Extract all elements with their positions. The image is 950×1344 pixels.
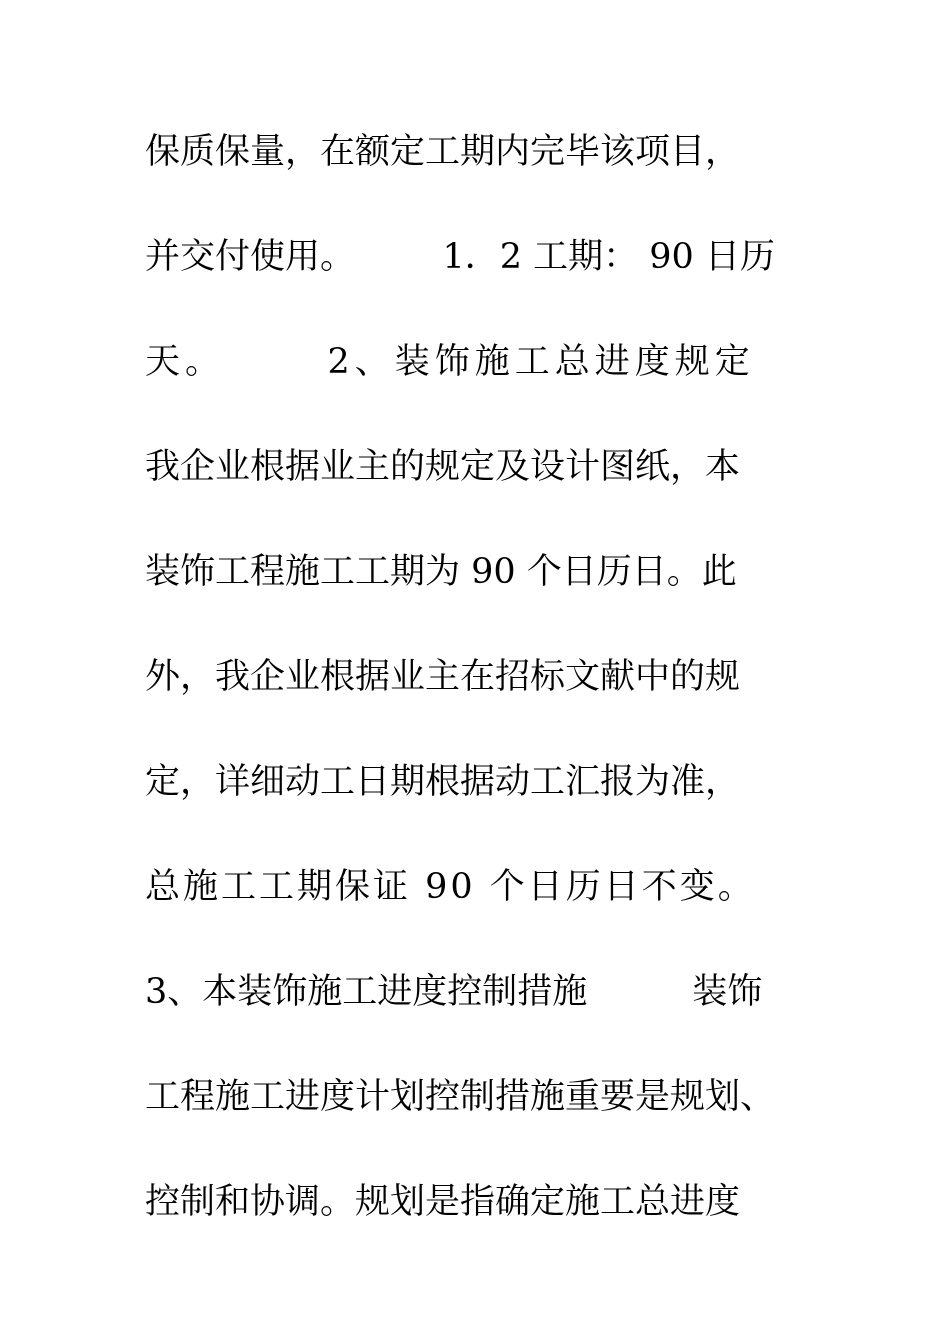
text-line-8: 总施工工期保证 90 个日历日不变。 [145,867,756,907]
text-line-4: 我企业根据业主的规定及设计图纸，本 [145,447,741,487]
text-line-5: 装饰工程施工工期为 90 个日历日。此 [145,552,737,592]
text-line-10: 工程施工进度计划控制措施重要是规划、 [145,1077,776,1117]
text-line-3: 天。 2、装饰施工总进度规定 [145,342,755,382]
text-line-7: 定，详细动工日期根据动工汇报为准， [145,762,741,802]
text-line-1: 保质保量，在额定工期内完毕该项目， [145,132,741,172]
text-line-6: 外，我企业根据业主在招标文献中的规 [145,657,741,697]
text-line-9: 3、本装饰施工进度控制措施 装饰 [145,972,763,1012]
body-text [145,122,845,1277]
text-line-11: 控制和协调。规划是指确定施工总进度 [145,1182,741,1222]
text-line-2: 并交付使用。 1．2 工期： 90 日历 [145,237,775,277]
